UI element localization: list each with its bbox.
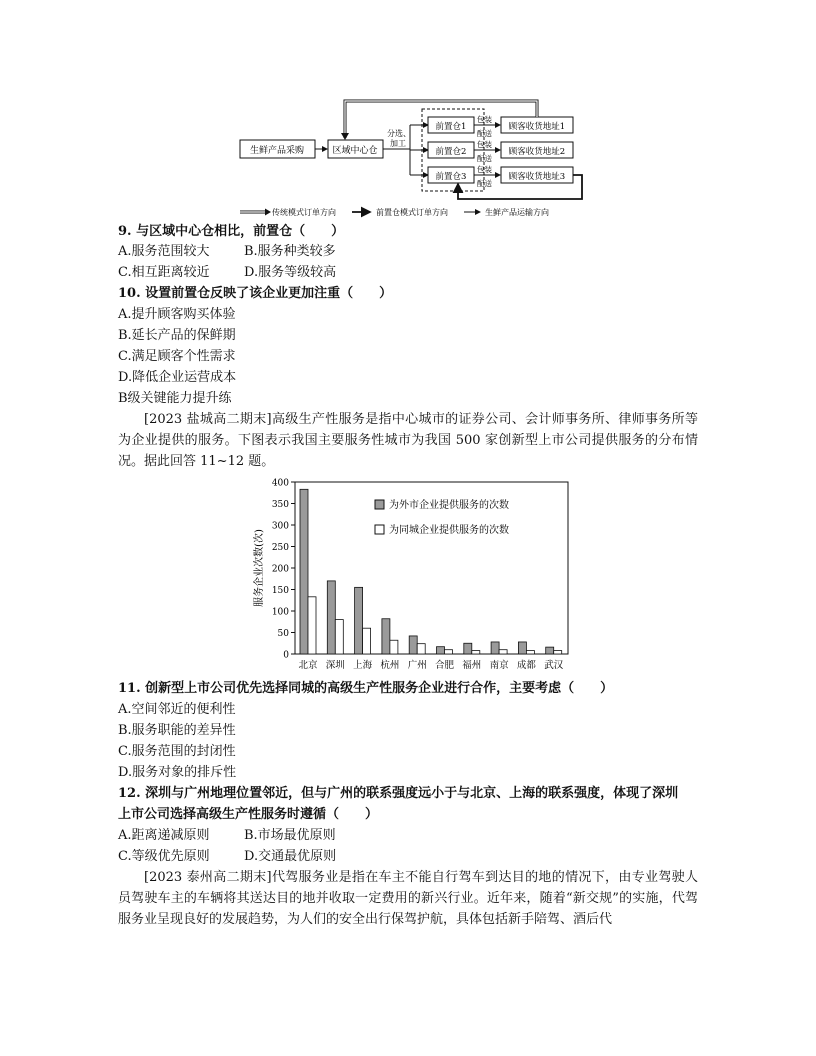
x-tick-label: 上海	[353, 660, 373, 671]
bar-outer-0	[300, 489, 308, 654]
center-label: 区域中心仓	[332, 146, 378, 156]
x-tick-label: 深圳	[325, 660, 345, 671]
bar-chart	[245, 476, 575, 674]
x-tick-label: 成都	[516, 660, 536, 671]
q9-option-b: B.服务种类较多	[244, 244, 336, 259]
pack-label-2: 包装	[477, 140, 492, 149]
q10-option-d: D.降低企业运营成本	[118, 370, 237, 385]
deliver-label-2: 配送	[477, 154, 492, 163]
bar-outer-1	[327, 581, 335, 654]
q9-stem: 9. 与区域中心仓相比，前置仓（ ）	[118, 224, 345, 239]
bar-local-3	[390, 640, 398, 654]
y-tick-label: 400	[271, 478, 289, 489]
q9-option-a: A.服务范围较大	[118, 244, 210, 259]
q10-option-c: C.满足顾客个性需求	[118, 349, 236, 364]
bar-outer-3	[382, 619, 390, 654]
bar-local-5	[445, 650, 453, 654]
q12-stem-line2: 上市公司选择高级生产性服务时遵循（ ）	[118, 807, 379, 822]
legend-traditional: 传统模式订单方向	[272, 208, 336, 217]
passage-2: [2023 泰州高二期末]代驾服务业是指在车主不能自行驾车到达目的地的情况下，由专业驾驶人员驾驶车主的车辆将其送达目的地并收取一定费用的新兴行业。近年来，随着“新交规”的实施，代驾服务业呈现良好的发展趋势，为人们的安全出行保驾护航，具体包括新手陪驾、酒后代	[118, 870, 698, 927]
section-heading-b: B级关键能力提升练	[118, 391, 232, 406]
bar-outer-9	[546, 647, 554, 654]
bar-outer-7	[491, 642, 499, 654]
bar-local-1	[335, 620, 343, 654]
bar-local-6	[472, 651, 480, 654]
pack-label-1: 包装	[477, 115, 492, 124]
bar-local-7	[499, 650, 507, 654]
bar-local-0	[308, 597, 316, 654]
q11-option-d: D.服务对象的排斥性	[118, 765, 237, 780]
q10-option-b: B.延长产品的保鲜期	[118, 328, 236, 343]
passage-1: [2023 盐城高二期末]高级生产性服务是指中心城市的证券公司、会计师事务所、律师事务所等为企业提供的服务。下图表示我国主要服务性城市为我国 500 家创新型上市公司提供服务的分布情况。据此回答 11~12 题。	[118, 412, 698, 469]
sort-label-2: 加工	[390, 139, 406, 148]
legend-swatch-local	[375, 525, 384, 534]
q12-option-b: B.市场最优原则	[244, 828, 336, 843]
legend-swatch-outer	[375, 500, 384, 509]
warehouse-2: 前置仓2	[435, 147, 467, 157]
y-tick-label: 250	[271, 543, 289, 553]
q11-option-c: C.服务范围的封闭性	[118, 744, 236, 759]
q11-option-b: B.服务职能的差异性	[118, 723, 236, 738]
x-tick-label: 武汉	[544, 660, 564, 671]
x-tick-label: 福州	[462, 660, 482, 671]
customer-3: 顾客收货地址3	[508, 172, 566, 182]
customer-1: 顾客收货地址1	[508, 122, 566, 132]
x-tick-label: 南京	[489, 660, 509, 671]
warehouse-1: 前置仓1	[435, 122, 467, 132]
q12-stem-line1: 12. 深圳与广州地理位置邻近，但与广州的联系强度远小于与北京、上海的联系强度，体现了深圳	[118, 786, 679, 801]
q12-option-c: C.等级优先原则	[118, 849, 210, 864]
legend-transport: 生鲜产品运输方向	[485, 208, 549, 217]
bar-outer-8	[518, 642, 526, 654]
x-tick-label: 合肥	[434, 660, 455, 671]
bar-local-2	[363, 628, 371, 654]
q9-option-c: C.相互距离较近	[118, 265, 210, 280]
bar-outer-5	[437, 647, 445, 654]
source-label: 生鲜产品采购	[249, 146, 305, 156]
bar-local-4	[417, 644, 425, 654]
bar-outer-2	[355, 587, 363, 654]
y-tick-label: 100	[271, 607, 289, 618]
y-axis-label: 服务企业次数(次)	[254, 529, 265, 607]
bar-outer-6	[464, 643, 472, 654]
y-tick-label: 350	[271, 500, 289, 510]
q10-stem: 10. 设置前置仓反映了该企业更加注重（ ）	[118, 286, 393, 301]
customer-2: 顾客收货地址2	[508, 147, 566, 157]
q11-stem: 11. 创新型上市公司优先选择同城的高级生产性服务企业进行合作，主要考虑（ ）	[118, 681, 614, 696]
legend-outer: 为外市企业提供服务的次数	[389, 500, 509, 511]
pack-label-3: 包装	[477, 165, 492, 174]
deliver-label-3: 配送	[477, 179, 492, 188]
y-tick-label: 50	[277, 629, 289, 639]
x-tick-label: 杭州	[380, 660, 400, 671]
sort-label-1: 分选、	[387, 129, 411, 138]
y-tick-label: 300	[271, 521, 289, 532]
legend-front: 前置仓模式订单方向	[376, 208, 448, 217]
q10-option-a: A.提升顾客购买体验	[118, 307, 236, 322]
q9-option-d: D.服务等级较高	[244, 265, 337, 280]
supply-chain-diagram	[230, 95, 600, 225]
warehouse-3: 前置仓3	[435, 172, 467, 182]
x-tick-label: 北京	[298, 660, 318, 671]
bar-outer-4	[409, 636, 417, 654]
bar-local-9	[554, 651, 562, 654]
q11-option-a: A.空间邻近的便利性	[118, 702, 236, 717]
q12-option-d: D.交通最优原则	[244, 849, 337, 864]
y-tick-label: 150	[271, 586, 289, 596]
y-tick-label: 200	[271, 564, 289, 575]
bar-local-8	[526, 651, 534, 654]
x-tick-label: 广州	[407, 660, 427, 671]
legend-local: 为同城企业提供服务的次数	[389, 525, 509, 536]
y-tick-label: 0	[283, 650, 289, 661]
q12-option-a: A.距离递减原则	[118, 828, 210, 843]
deliver-label-1: 配送	[477, 129, 492, 138]
